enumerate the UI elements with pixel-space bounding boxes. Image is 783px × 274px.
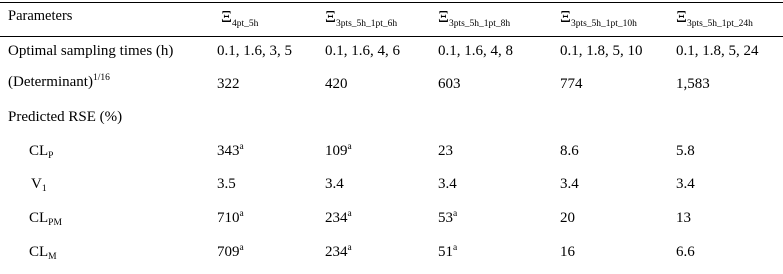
xi-symbol: Ξ <box>676 7 687 26</box>
table-header-rule <box>0 36 783 37</box>
table-cell: 322 <box>217 76 240 92</box>
table-cell <box>560 144 579 159</box>
xi-symbol: Ξ <box>560 7 571 26</box>
table-cell: 3.4 <box>325 176 344 192</box>
header-design-4-subscript: 3pts_5h_1pt_10h <box>570 19 637 29</box>
table-cell <box>438 144 453 159</box>
clpm-label: CL <box>29 210 49 226</box>
table-cell: 0.1, 1.6, 3, 5 <box>217 43 292 59</box>
xi-symbol: Ξ <box>221 7 232 26</box>
table-cell: 774 <box>560 76 583 92</box>
cell-value: 8.6 <box>560 143 579 159</box>
footnote-marker: a <box>239 209 244 219</box>
cell-value: 710 <box>217 210 240 226</box>
footnote-marker: a <box>453 209 458 219</box>
footnote-marker: a <box>347 243 352 253</box>
table-cell <box>560 245 575 260</box>
clm-subscript: M <box>48 252 57 262</box>
footnote-marker: a <box>347 209 352 219</box>
header-design-2 <box>325 7 398 29</box>
header-design-1-subscript: 4pt_5h <box>231 19 259 29</box>
table-cell: 0.1, 1.8, 5, 24 <box>676 43 759 59</box>
cell-value: 6.6 <box>676 244 695 260</box>
table-cell <box>325 211 352 226</box>
cell-value: 20 <box>560 210 575 226</box>
cell-value: 5.8 <box>676 143 695 159</box>
table-cell: 0.1, 1.6, 4, 8 <box>438 43 513 59</box>
cell-value: 53 <box>438 210 453 226</box>
table-cell <box>676 144 695 159</box>
table-cell: 0.1, 1.6, 4, 6 <box>325 43 400 59</box>
cell-value: 23 <box>438 143 453 159</box>
footnote-marker: a <box>239 142 244 152</box>
row-label-clp <box>29 144 53 159</box>
clm-label: CL <box>29 244 49 260</box>
clp-label: CL <box>29 143 49 159</box>
row-label-sampling-times: Optimal sampling times (h) <box>8 43 174 59</box>
row-label-clm <box>29 245 57 260</box>
table-cell <box>217 245 244 260</box>
cell-value: 13 <box>676 210 691 226</box>
cell-value: 16 <box>560 244 575 260</box>
cell-value: 234 <box>325 244 348 260</box>
row-label-v1 <box>31 177 47 192</box>
table-cell <box>438 211 457 226</box>
determinant-exponent: 1/16 <box>92 73 110 83</box>
table-cell <box>325 144 352 159</box>
table-cell <box>560 211 575 226</box>
header-design-3-subscript: 3pts_5h_1pt_8h <box>448 19 511 29</box>
row-label-determinant <box>8 75 110 90</box>
table-cell: 603 <box>438 76 461 92</box>
determinant-label: (Determinant) <box>8 74 93 90</box>
row-label-clpm <box>29 211 62 226</box>
table-cell: 3.4 <box>560 176 579 192</box>
cell-value: 109 <box>325 143 348 159</box>
clpm-subscript: PM <box>48 218 62 228</box>
v1-label: V <box>31 176 42 192</box>
table-cell <box>676 245 695 260</box>
footnote-marker: a <box>453 243 458 253</box>
v1-subscript: 1 <box>41 184 47 194</box>
table-cell: 3.4 <box>438 176 457 192</box>
table-cell <box>325 245 352 260</box>
header-design-5 <box>676 7 753 29</box>
table-cell: 1,583 <box>676 76 710 92</box>
cell-value: 51 <box>438 244 453 260</box>
footnote-marker: a <box>239 243 244 253</box>
header-design-4 <box>560 7 637 29</box>
header-design-1 <box>221 7 259 29</box>
clp-subscript: P <box>48 151 54 161</box>
cell-value: 343 <box>217 143 240 159</box>
table-top-rule <box>0 2 783 3</box>
cell-value: 709 <box>217 244 240 260</box>
header-parameters: Parameters <box>8 8 73 24</box>
table-cell: 0.1, 1.8, 5, 10 <box>560 43 643 59</box>
table-cell <box>438 245 457 260</box>
table-cell: 420 <box>325 76 348 92</box>
table-cell <box>217 211 244 226</box>
header-design-3 <box>438 7 511 29</box>
table-cell <box>676 211 691 226</box>
row-label-predicted-rse: Predicted RSE (%) <box>8 109 123 125</box>
table-cell: 3.4 <box>676 176 695 192</box>
table-cell <box>217 144 244 159</box>
footnote-marker: a <box>347 142 352 152</box>
xi-symbol: Ξ <box>438 7 449 26</box>
table-cell: 3.5 <box>217 176 236 192</box>
header-design-2-subscript: 3pts_5h_1pt_6h <box>335 19 398 29</box>
xi-symbol: Ξ <box>325 7 336 26</box>
header-design-5-subscript: 3pts_5h_1pt_24h <box>686 19 753 29</box>
cell-value: 234 <box>325 210 348 226</box>
